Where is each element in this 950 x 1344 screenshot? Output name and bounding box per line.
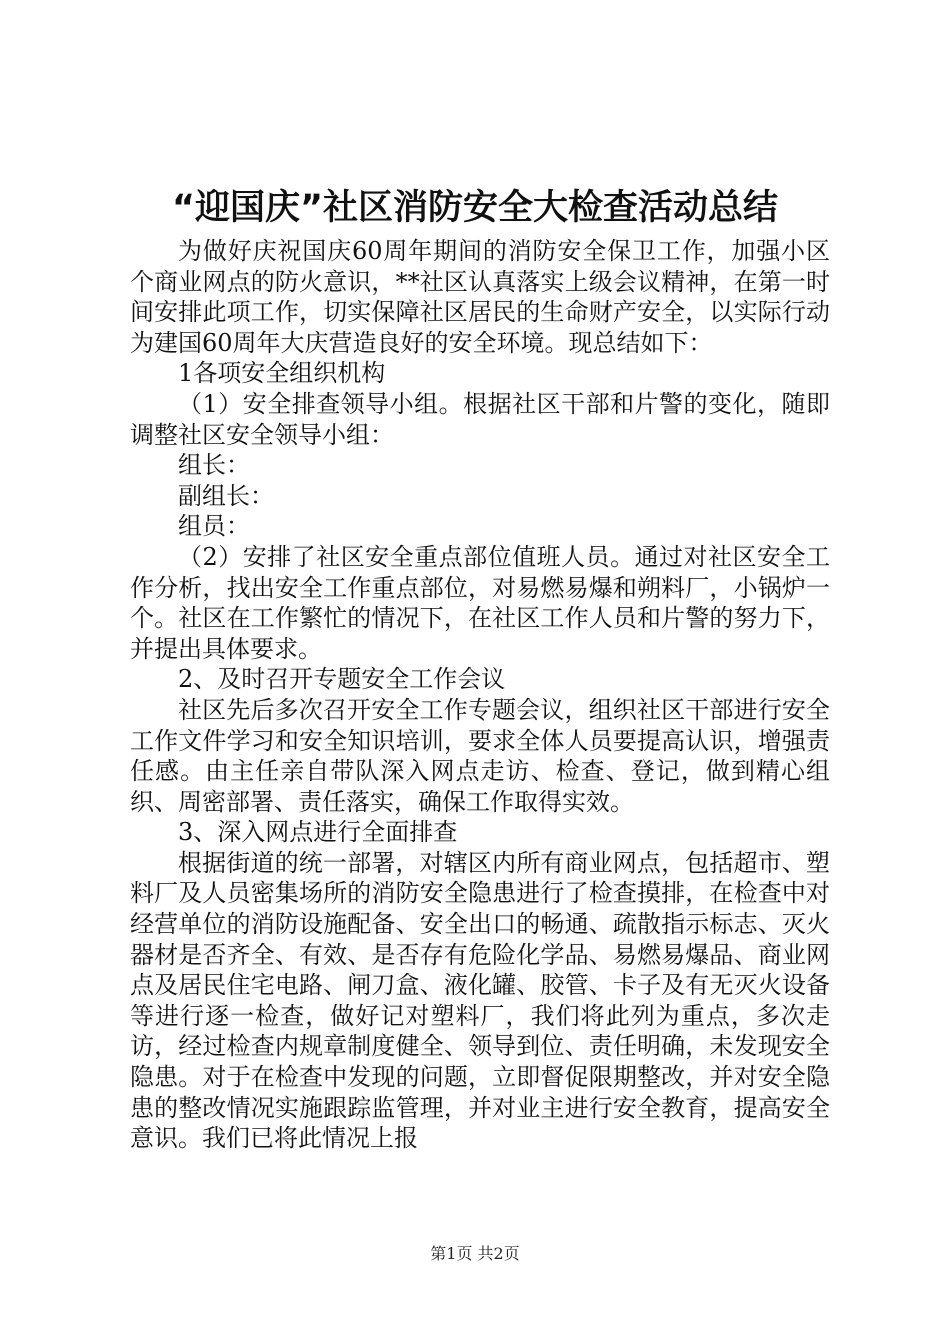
page-number-footer: 第1页 共2页 (430, 1244, 520, 1263)
paragraph-duty-staff: （2）安排了社区安全重点部位值班人员。通过对社区安全工作分析，找出安全工作重点部位，对易燃易爆和朔料厂，小锅炉一个。社区在工作繁忙的情况下，在社区工作人员和片警的努力下，并提出具体要求。 (130, 542, 830, 663)
document-body (130, 236, 830, 1154)
paragraph-meetings: 社区先后多次召开安全工作专题会议，组织社区干部进行安全工作文件学习和安全知识培训，要求全体人员要提高认识，增强责任感。由主任亲自带队深入网点走访、检查、登记，做到精心组织、周密部署、责任落实，确保工作取得实效。 (130, 695, 830, 816)
paragraph-intro: 为做好庆祝国庆60周年期间的消防安全保卫工作，加强小区个商业网点的防火意识，**社区认真落实上级会议精神，在第一时间安排此项工作，切实保障社区居民的生命财产安全，以实际行动为建国60周年大庆营造良好的安全环境。现总结如下： (130, 237, 830, 357)
heading-section-1: 1各项安全组织机构 (178, 359, 386, 388)
line-group-leader: 组长： (178, 451, 250, 480)
paragraph-leadership-group: （1）安全排查领导小组。根据社区干部和片警的变化，随即调整社区安全领导小组： (130, 389, 830, 449)
document-title: “迎国庆”社区消防安全大检查活动总结 (171, 188, 778, 228)
heading-section-3: 3、深入网点进行全面排查 (178, 818, 458, 847)
line-group-members: 组员： (178, 512, 250, 541)
paragraph-inspection: 根据街道的统一部署，对辖区内所有商业网点，包括超市、塑料厂及人员密集场所的消防安全隐患进行了检查摸排，在检查中对经营单位的消防设施配备、安全出口的畅通、疏散指示标志、灭火器材是否齐全、有效、是否存有危险化学品、易燃易爆品、商业网点及居民住宅电路、闸刀盒、液化罐、胶管、卡子及有无灭火设备等进行逐一检查，做好记对塑料厂，我们将此列为重点，多次走访，经过检查内规章制度健全、领导到位、责任明确，未发现安全隐患。对于在检查中发现的问题，立即督促限期整改，并对安全隐患的整改情况实施跟踪监管理，并对业主进行安全教育，提高安全意识。我们已将此情况上报 (130, 848, 830, 1153)
heading-section-2: 2、及时召开专题安全工作会议 (178, 665, 506, 694)
line-deputy-leader: 副组长： (178, 481, 274, 510)
